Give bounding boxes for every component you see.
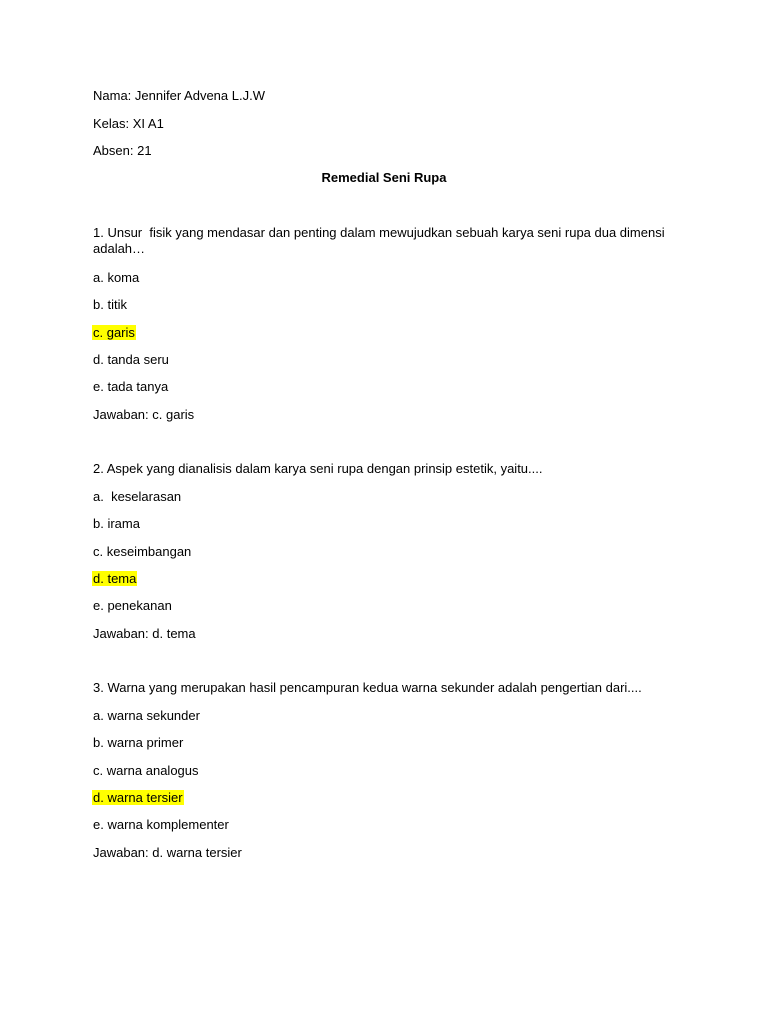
question-1-option-c <box>93 325 676 341</box>
question-2-option-b: b. irama <box>93 516 140 531</box>
document-title: Remedial Seni Rupa <box>321 170 447 185</box>
question-2-answer: Jawaban: d. tema <box>93 626 196 641</box>
question-1-option-b: b. titik <box>93 297 127 312</box>
question-1-option-e: e. tada tanya <box>93 379 169 394</box>
student-number: Absen: 21 <box>93 143 152 158</box>
question-1-option-a: a. koma <box>93 270 140 285</box>
question-2-option-c: c. keseimbangan <box>93 544 192 559</box>
question-3-option-c: c. warna analogus <box>93 763 199 778</box>
highlight-mark: d. tema <box>93 571 137 586</box>
question-3-option-d <box>93 790 676 806</box>
question-3-answer: Jawaban: d. warna tersier <box>93 845 242 860</box>
question-2-option-e: e. penekanan <box>93 598 172 613</box>
question-3-option-b: b. warna primer <box>93 735 184 750</box>
question-3-option-e: e. warna komplementer <box>93 817 229 832</box>
question-1-text: 1. Unsur fisik yang mendasar dan penting dalam mewujudkan sebuah karya seni rupa dua dimensi adalah… <box>93 225 669 256</box>
student-name: Nama: Jennifer Advena L.J.W <box>93 88 265 103</box>
highlight-mark: d. warna tersier <box>93 790 183 805</box>
question-3-text: 3. Warna yang merupakan hasil pencampuran kedua warna sekunder adalah pengertian dari.... <box>93 680 642 695</box>
question-2-option-d <box>93 571 676 587</box>
student-class: Kelas: XI A1 <box>93 116 164 131</box>
question-3-option-a: a. warna sekunder <box>93 708 200 723</box>
question-2-option-a: a. keselarasan <box>93 489 182 504</box>
question-2-text: 2. Aspek yang dianalisis dalam karya seni rupa dengan prinsip estetik, yaitu.... <box>93 461 543 476</box>
highlight-mark: c. garis <box>93 325 135 340</box>
question-1-answer: Jawaban: c. garis <box>93 407 195 422</box>
question-1-option-d: d. tanda seru <box>93 352 169 367</box>
